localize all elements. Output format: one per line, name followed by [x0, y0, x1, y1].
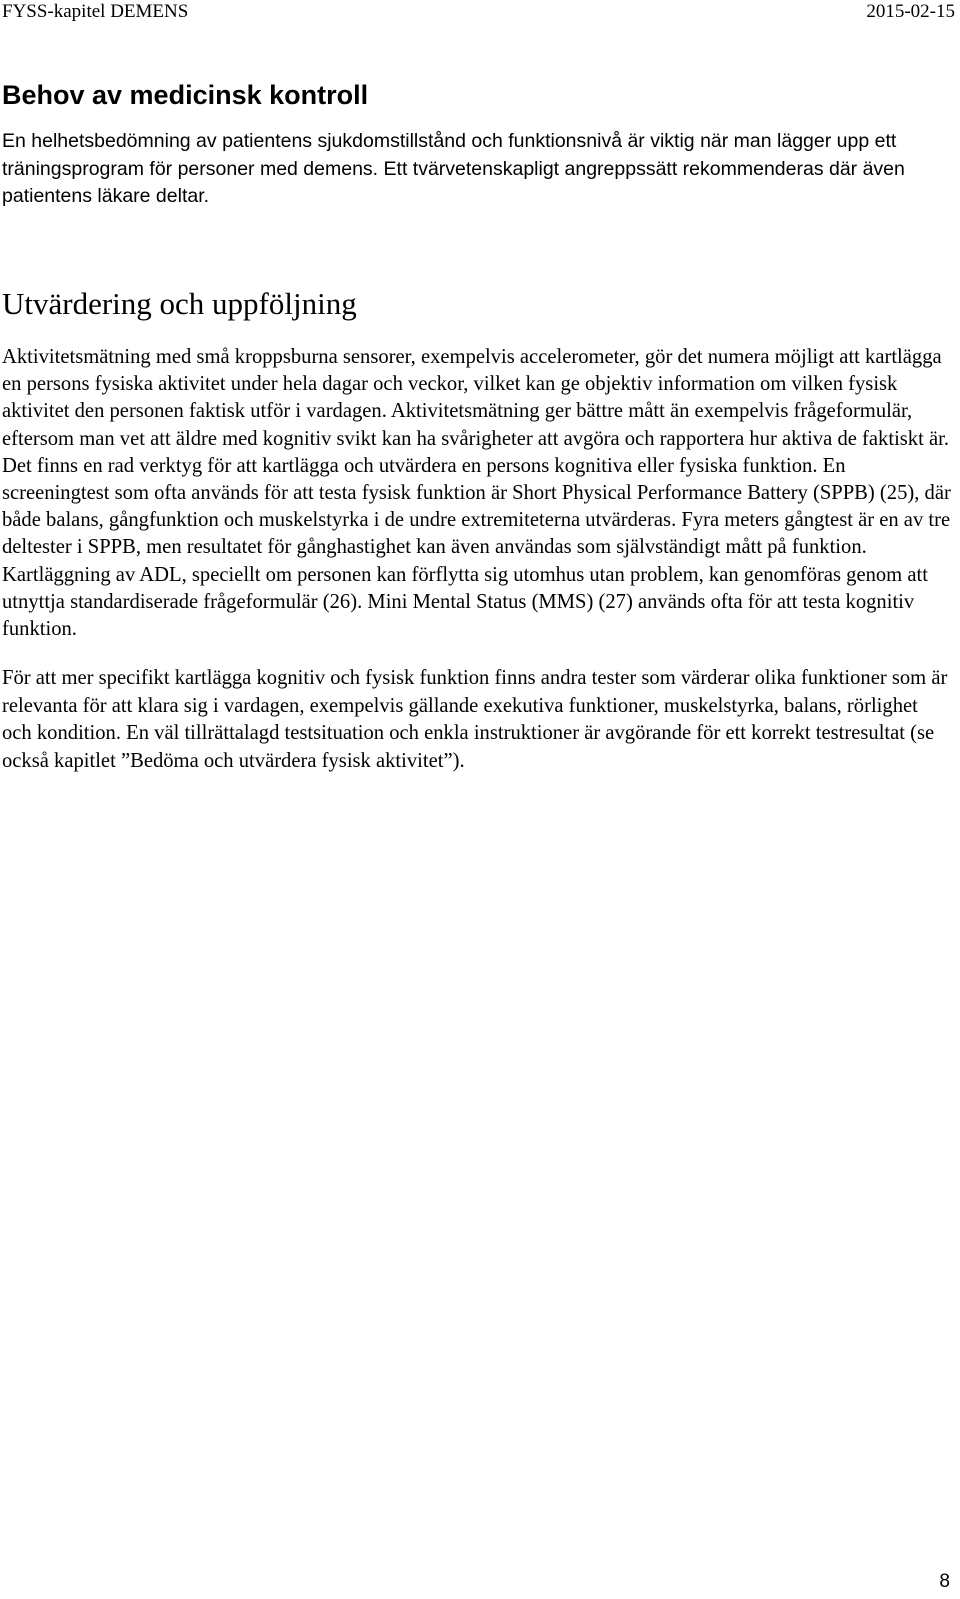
section-heading-evaluation: Utvärdering och uppföljning [2, 286, 357, 321]
page-number: 8 [939, 1571, 950, 1592]
section-paragraph-evaluation-2: För att mer specifikt kartlägga kognitiv och fysisk funktion finns andra tester som värderar olika funktioner som är relevanta för att klara sig i vardagen, exempelvis gällande exekutiva funktioner, muskelstyrka, balans, rörlighet och kondition. En väl tillrättalagd testsituation och enkla instruktioner är avgörande för ett korrekt testresultat (se också kapitlet ”Bedöma och utvärdera fysisk aktivitet”). [2, 667, 948, 772]
section-paragraph-medical-control: En helhetsbedömning av patientens sjukdomstillstånd och funktionsnivå är viktig när man lägger upp ett träningsprogram för personer med demens. Ett tvärvetenskapligt angreppssätt rekommenderas där även patientens läkare deltar. [2, 130, 905, 207]
section-evaluation [2, 282, 952, 775]
document-title: FYSS-kapitel DEMENS [2, 1, 189, 22]
section-medical-control [2, 74, 952, 211]
document-date: 2015-02-15 [866, 1, 955, 22]
section-heading-medical-control: Behov av medicinsk kontroll [2, 80, 369, 110]
section-paragraph-evaluation-1: Aktivitetsmätning med små kroppsburna sensorer, exempelvis accelerometer, gör det numera möjligt att kartlägga en persons fysiska aktivitet under hela dagar och veckor, vilket kan ge objektiv information om vilken fysisk aktivitet den personen faktisk utför i vardagen. Aktivitetsmätning ger bättre mått än exempelvis frågeformulär, eftersom man vet att äldre med kognitiv svikt kan ha svårigheter att avgöra och rapportera hur aktiva de faktiskt är. Det finns en rad verktyg för att kartlägga och utvärdera en persons kognitiva eller fysiska funktion. En screeningtest som ofta används för att testa fysisk funktion är Short Physical Performance Battery (SPPB) (25), där både balans, gångfunktion och muskelstyrka i de undre extremiteterna utvärderas. Fyra meters gångtest är en av tre deltester i SPPB, men resultatet för gånghastighet kan även användas som självständigt mått på funktion. Kartläggning av ADL, speciellt om personen kan förflytta sig utomhus utan problem, kan genomföras genom att utnyttja standardiserade frågeformulär (26). Mini Mental Status (MMS) (27) används ofta för att testa kognitiv funktion. [2, 346, 951, 641]
page-header [0, 0, 960, 24]
